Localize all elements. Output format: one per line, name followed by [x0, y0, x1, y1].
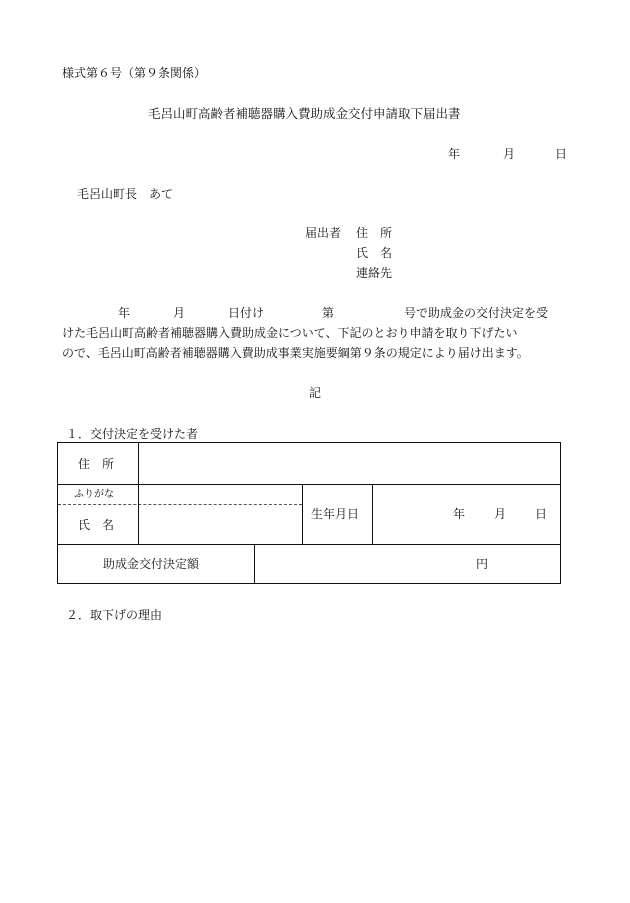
section2-heading: ２．取下げの理由: [66, 608, 163, 622]
col-divider-dob-label: [302, 484, 303, 544]
body-number-prefix: 第: [322, 306, 335, 320]
col-divider-dob-value: [372, 484, 373, 544]
applicant-name-label: 氏 名: [356, 246, 393, 260]
section1-heading: １．交付決定を受けた者: [66, 427, 199, 441]
recipient-table: [57, 442, 561, 584]
body-line1-rest: 号で助成金の交付決定を受: [404, 306, 549, 320]
body-dated: 日付け: [228, 306, 265, 320]
table-yen-label: 円: [476, 557, 489, 571]
furigana-divider: [58, 504, 302, 505]
table-dob-month: 月: [494, 507, 507, 521]
table-address-label: 住 所: [78, 457, 115, 471]
table-amount-label: 助成金交付決定額: [103, 557, 200, 571]
form-number: 様式第６号（第９条関係）: [62, 66, 207, 80]
document-title: 毛呂山町高齢者補聴器購入費助成金交付申請取下届出書: [148, 106, 461, 121]
applicant-label: 届出者: [305, 226, 342, 240]
row-divider-amount: [58, 544, 560, 545]
table-dob-day: 日: [535, 507, 548, 521]
body-month: 月: [173, 306, 186, 320]
date-year: 年: [448, 147, 461, 161]
date-day: 日: [555, 147, 568, 161]
col-divider-amount: [254, 544, 255, 584]
col-divider-address: [138, 443, 139, 484]
applicant-address-label: 住 所: [356, 226, 393, 240]
ki-heading: 記: [309, 386, 322, 400]
applicant-contact-label: 連絡先: [356, 266, 393, 280]
body-line3: ので、毛呂山町高齢者補聴器購入費助成事業実施要綱第９条の規定により届け出ます。: [62, 346, 529, 360]
row-divider-address: [58, 484, 560, 485]
table-furigana-label: ふりがな: [74, 489, 114, 500]
table-dob-year: 年: [453, 507, 466, 521]
body-line2: けた毛呂山町高齢者補聴器購入費助成金について、下記のとおり申請を取り下げたい: [62, 326, 518, 340]
col-divider-name: [138, 484, 139, 544]
table-dob-label: 生年月日: [311, 507, 360, 521]
table-name-label: 氏 名: [78, 518, 115, 532]
date-month: 月: [503, 147, 516, 161]
addressee: 毛呂山町長 あて: [77, 187, 174, 201]
body-year: 年: [118, 306, 131, 320]
